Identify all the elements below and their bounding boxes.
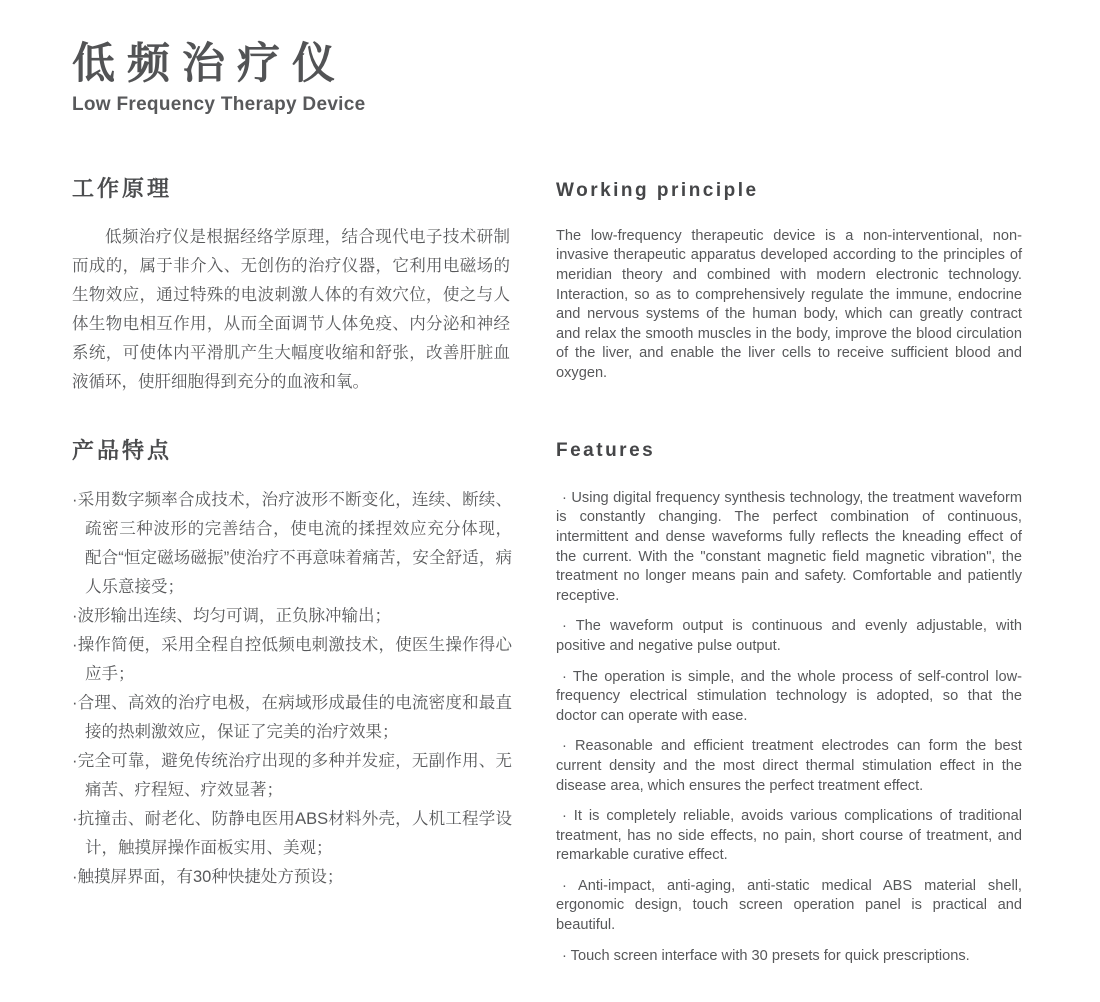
bullet-item: ·波形输出连续、均匀可调，正负脉冲输出； xyxy=(72,607,391,626)
bullet-item: · Reasonable and efficient treatment electrodes can form the best current density and the most direct thermal stimulation effect in the disease area, which ensures the perfect treatment effect. xyxy=(556,738,1022,794)
bullet-item: · It is completely reliable, avoids various complications of traditional treatment, has no side effects, no pain, short course of treatment, and remarkable curative effect. xyxy=(556,808,1022,864)
bullet-item: ·采用数字频率合成技术，治疗波形不断变化，连续、断续、疏密三种波形的完善结合，使电流的揉捏效应充分体现，配合“恒定磁场磁振”使治疗不再意味着痛苦，安全舒适，病人乐意接受； xyxy=(72,491,512,597)
heading-working-principle-en: Working principle xyxy=(556,180,759,201)
paragraph-working-principle-cn: 低频治疗仪是根据经络学原理，结合现代电子技术研制而成的，属于非介入、无创伤的治疗仪器，它利用电磁场的生物效应，通过特殊的电波刺激人体的有效穴位，使之与人体生物电相互作用，从而全面调节人体免疫、内分泌和神经系统，可使体内平滑肌产生大幅度收缩和舒张，改善肝脏血液循环，使肝细胞得到充分的血液和氧。 xyxy=(72,228,510,392)
bullet-item: ·抗撞击、耐老化、防静电医用ABS材料外壳，人机工程学设计，触摸屏操作面板实用、美观； xyxy=(72,810,512,858)
page-title-chinese: 低频治疗仪 xyxy=(72,40,347,88)
section-working-principle-en xyxy=(556,180,1022,384)
title-block xyxy=(72,40,366,116)
section-features-en xyxy=(556,440,1022,977)
bullet-item: · The waveform output is continuous and evenly adjustable, with positive and negative pulse output. xyxy=(556,618,1022,654)
bullet-item: · Touch screen interface with 30 presets for quick prescriptions. xyxy=(562,947,970,964)
paragraph-working-principle-en: The low-frequency therapeutic device is a non-interventional, non-invasive therapeutic apparatus developed according to the principles of meridian theory and combined with modern electronic technology. Interaction, so as to comprehensively regulate the immune, endocrine and nervous systems of the human body, which can greatly contract and relax the smooth muscles in the body, improve the blood circulation of the liver, and enable the liver cells to receive sufficient blood and oxygen. xyxy=(556,227,1022,381)
section-features-cn xyxy=(72,438,512,892)
heading-features-en: Features xyxy=(556,440,656,461)
bullet-item: ·合理、高效的治疗电极，在病域形成最佳的电流密度和最直接的热刺激效应，保证了完美的治疗效果； xyxy=(72,694,512,742)
features-list-cn xyxy=(72,486,512,892)
page-title-english: Low Frequency Therapy Device xyxy=(72,94,366,116)
features-list-en xyxy=(556,489,1022,966)
bullet-item: · The operation is simple, and the whole process of self-control low-frequency electrical stimulation technology is adopted, so that the doctor can operate with ease. xyxy=(556,668,1022,724)
bullet-item: ·触摸屏界面，有30种快捷处方预设； xyxy=(72,868,344,887)
bullet-item: ·操作简便，采用全程自控低频电刺激技术，使医生操作得心应手； xyxy=(72,636,512,684)
heading-working-principle-cn: 工作原理 xyxy=(72,176,173,201)
bullet-item: ·完全可靠，避免传统治疗出现的多种并发症，无副作用、无痛苦、疗程短、疗效显著； xyxy=(72,752,512,800)
bullet-item: · Using digital frequency synthesis technology, the treatment waveform is constantly changing. The perfect combination of continuous, intermittent and dense waveforms fully reflects the kneading effect of the current. With the "constant magnetic field magnetic vibration", the treatment no longer means pain and safety. Comfortable and patiently receptive. xyxy=(556,489,1022,604)
heading-features-cn: 产品特点 xyxy=(72,438,173,463)
bullet-item: · Anti-impact, anti-aging, anti-static medical ABS material shell, ergonomic design, touch screen operation panel is practical and beautiful. xyxy=(556,877,1022,934)
section-working-principle-cn xyxy=(72,176,510,397)
